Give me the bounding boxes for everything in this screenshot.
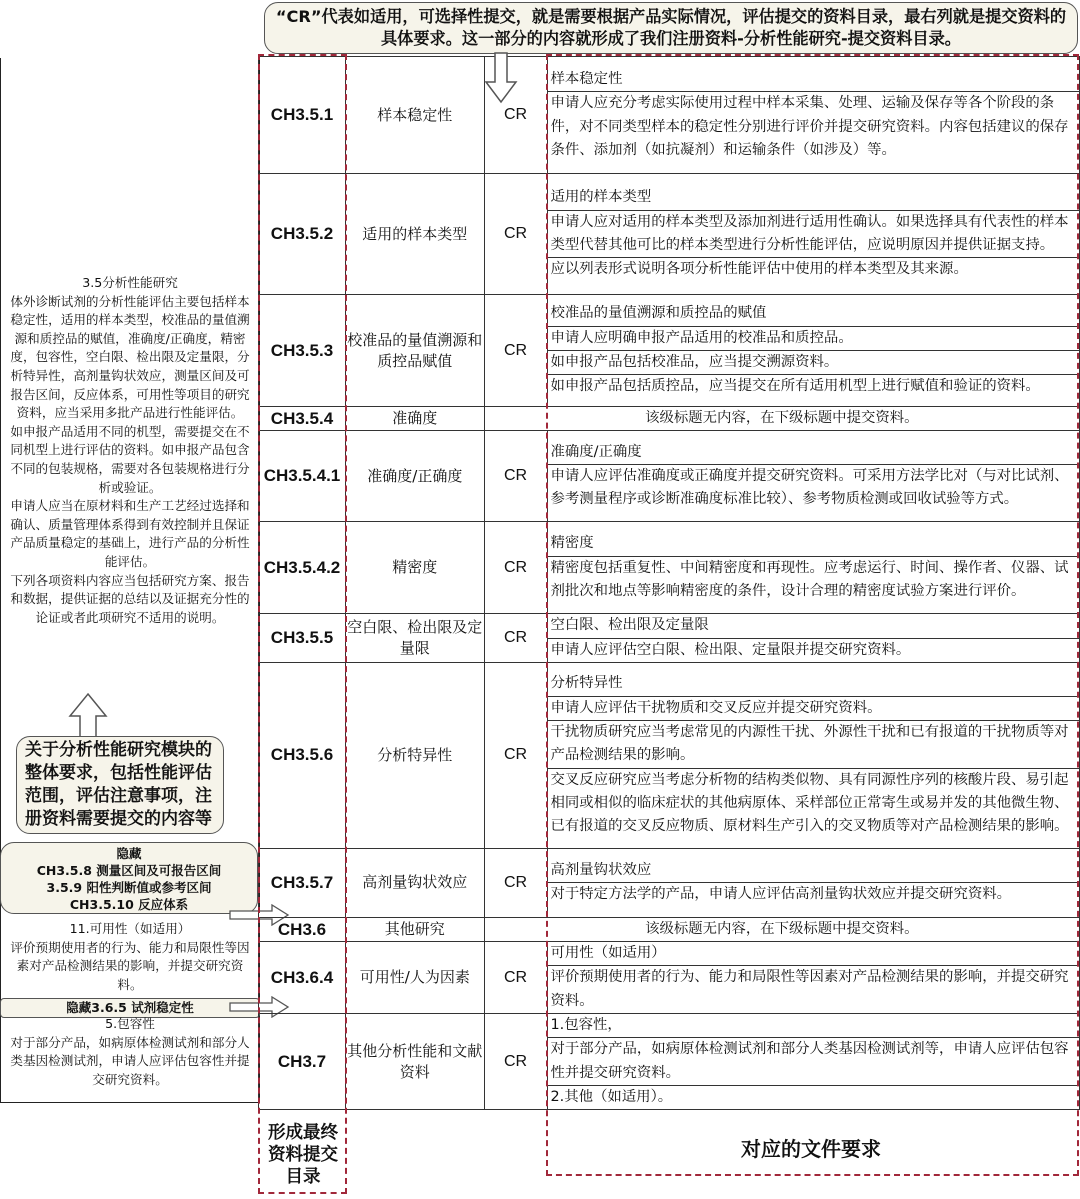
down-arrow-icon	[484, 52, 518, 104]
hidden-title: 隐藏	[116, 846, 142, 861]
hidden-line: CH3.5.10 反应体系	[69, 897, 189, 912]
section-code: CH3.5.4.1	[259, 431, 346, 522]
left-usability	[6, 920, 254, 994]
section-name: 高剂量钩状效应	[345, 848, 484, 917]
requirement-heading: 精密度	[548, 532, 1080, 556]
requirement-text: 申请人应评估干扰物质和交叉反应并提交研究资料。	[548, 697, 1080, 721]
requirement-text: 申请人应评估准确度或正确度并提交研究资料。可采用方法学比对（与对比试剂、参考测量程序或诊断准确度标准比较）、参考物质检测或回收试验等方式。	[550, 468, 1069, 508]
section-code: CH3.5.6	[259, 662, 346, 848]
requirement-text: 申请人应充分考虑实际使用过程中样本采集、处理、运输及保存等各个阶段的条件，对不同类型样本的稳定性分别进行评价并提交研究资料。内容包括建议的保存条件、添加剂（如抗凝剂）和运输条件（如涉及）等。	[550, 95, 1069, 158]
requirement-text: 对于部分产品，如病原体检测试剂和部分人类基因检测试剂等，申请人应评估包容性并提交研究资料。	[548, 1038, 1080, 1086]
cr-flag: CR	[484, 295, 547, 407]
requirement-note: 该级标题无内容，在下级标题中提交资料。	[484, 917, 1079, 941]
requirement-text: 交叉反应研究应当考虑分析物的结构类似物、具有同源性序列的核酸片段、易引起相同或相似的临床症状的其他病原体、采样部位正常寄生或易并发的其他微生物、已有报道的交叉反应物质、原材料生产引入的交叉物质等对产品检测结果的影响。	[550, 771, 1069, 835]
requirement-heading: 校准品的量值溯源和质控品的赋值	[548, 302, 1080, 326]
section-name: 分析特异性	[345, 662, 484, 848]
requirements-column-highlight	[546, 54, 1079, 1176]
cr-explanation-callout: “CR”代表如适用，可选择性提交，就是需要根据产品实际情况，评估提交的资料目录，最右列就是提交资料的具体要求。这一部分的内容就形成了我们注册资料-分析性能研究-提交资料目录。	[264, 2, 1078, 54]
cr-flag: CR	[484, 662, 547, 848]
requirement-text: 如申报产品包括校准品，应当提交溯源资料。	[548, 351, 1080, 375]
section-code: CH3.6	[259, 917, 346, 941]
section-name: 精密度	[345, 522, 484, 614]
cr-flag: CR	[484, 614, 547, 663]
requirement-text: 如申报产品包括质控品，应当提交在所有适用机型上进行赋值和验证的资料。	[550, 378, 1040, 395]
requirement-heading: 可用性（如适用）	[548, 942, 1080, 966]
cr-flag: CR	[484, 57, 547, 174]
catalog-column-highlight	[258, 54, 347, 1194]
section-name: 适用的样本类型	[345, 174, 484, 295]
requirement-heading: 空白限、检出限及定量限	[548, 614, 1080, 638]
catalog-label: 形成最终资料提交目录	[268, 1123, 338, 1187]
module-requirements-callout: 关于分析性能研究模块的整体要求，包括性能评估范围，评估注意事项，注册资料需要提交的内容等	[16, 736, 224, 834]
section-name: 准确度/正确度	[345, 431, 484, 522]
left-inclusivity	[6, 1015, 254, 1089]
up-arrow-icon	[68, 692, 108, 740]
section-name: 其他研究	[345, 917, 484, 941]
section-code: CH3.5.7	[259, 848, 346, 917]
requirement-text: 评价预期使用者的行为、能力和局限性等因素对产品检测结果的影响，并提交研究资料。	[550, 969, 1069, 1009]
section-code: CH3.5.3	[259, 295, 346, 407]
hidden-line: CH3.5.8 测量区间及可报告区间	[36, 863, 222, 878]
usability-title: 11.可用性（如适用）	[69, 921, 191, 936]
cr-flag: CR	[484, 942, 547, 1014]
hidden-single-box: 隐藏3.6.5 试剂稳定性	[0, 998, 260, 1018]
section-name: 样本稳定性	[345, 57, 484, 174]
cr-flag: CR	[484, 174, 547, 295]
section-code: CH3.5.1	[259, 57, 346, 174]
section-name: 空白限、检出限及定量限	[345, 614, 484, 663]
requirement-text: 2.其他（如适用）。	[550, 1088, 673, 1105]
requirement-text: 应以列表形式说明各项分析性能评估中使用的样本类型及其来源。	[550, 261, 968, 278]
requirement-heading: 分析特异性	[548, 672, 1080, 696]
left-section-3-5	[6, 274, 254, 627]
cr-flag: CR	[484, 431, 547, 522]
requirement-text: 干扰物质研究应当考虑常见的内源性干扰、外源性干扰和已有报道的干扰物质等对产品检测结果的影响。	[548, 721, 1080, 769]
paragraph: 如申报产品适用不同的机型，需要提交在不同机型上进行评估的资料。如申报产品包含不同的包装规格，需要对各包装规格进行分析或验证。	[10, 423, 250, 495]
section-name: 可用性/人为因素	[345, 942, 484, 1014]
requirement-heading: 准确度/正确度	[548, 441, 1080, 465]
section-code: CH3.5.4.2	[259, 522, 346, 614]
requirement-heading: 高剂量钩状效应	[548, 859, 1080, 883]
usability-text: 评价预期使用者的行为、能力和局限性等因素对产品检测结果的影响，并提交研究资料。	[10, 939, 250, 992]
hidden-line: 3.5.9 阳性判断值或参考区间	[46, 880, 212, 895]
cr-flag: CR	[484, 848, 547, 917]
hidden-items-box	[0, 842, 258, 914]
requirement-text: 申请人应对适用的样本类型及添加剂进行适用性确认。如果选择具有代表性的样本类型代替其他可比的样本类型进行分析性能评估，应说明原因并提供证据支持。	[548, 211, 1080, 259]
section-code: CH3.5.2	[259, 174, 346, 295]
section-code: CH3.5.4	[259, 407, 346, 431]
section-name: 校准品的量值溯源和质控品赋值	[345, 295, 484, 407]
inclusivity-title: 5.包容性	[105, 1016, 155, 1031]
requirement-text: 精密度包括重复性、中间精密度和再现性。应考虑运行、时间、操作者、仪器、试剂批次和地点等影响精密度的条件，设计合理的精密度试验方案进行评价。	[550, 559, 1069, 599]
paragraph: 体外诊断试剂的分析性能评估主要包括样本稳定性，适用的样本类型，校准品的量值溯源和质控品的赋值，准确度/正确度，精密度，包容性，空白限、检出限及定量限，分析特异性，高剂量钩状效应，测量区间及可报告区间，反应体系，可用性等项目的研究资料，应当采用多批产品进行性能评估。	[10, 293, 250, 421]
section-name: 准确度	[345, 407, 484, 431]
inclusivity-text: 对于部分产品，如病原体检测试剂和部分人类基因检测试剂，申请人应评估包容性并提交研究资料。	[10, 1034, 250, 1087]
cr-flag: CR	[484, 522, 547, 614]
section-title: 3.5分析性能研究	[82, 275, 178, 290]
cr-flag: CR	[484, 1014, 547, 1110]
requirement-heading: 样本稳定性	[548, 68, 1080, 92]
requirement-heading: 1.包容性，	[548, 1014, 1080, 1038]
section-code: CH3.6.4	[259, 942, 346, 1014]
requirement-note: 该级标题无内容，在下级标题中提交资料。	[484, 407, 1079, 431]
section-code: CH3.5.5	[259, 614, 346, 663]
section-code: CH3.7	[259, 1014, 346, 1110]
requirement-text: 申请人应评估空白限、检出限、定量限并提交研究资料。	[550, 641, 911, 658]
requirement-text: 对于特定方法学的产品，申请人应评估高剂量钩状效应并提交研究资料。	[550, 886, 1012, 903]
paragraph: 申请人应当在原材料和生产工艺经过选择和确认、质量管理体系得到有效控制并且保证产品质量稳定的基础上，进行产品的分析性能评估。	[10, 498, 250, 569]
section-name: 其他分析性能和文献资料	[345, 1014, 484, 1110]
requirement-text: 申请人应明确申报产品适用的校准品和质控品。	[548, 327, 1080, 351]
requirement-heading: 适用的样本类型	[548, 186, 1080, 210]
paragraph: 下列各项资料内容应当包括研究方案、报告和数据，提供证据的总结以及证据充分性的论证或者此项研究不适用的说明。	[10, 572, 250, 625]
requirements-label: 对应的文件要求	[741, 1137, 881, 1161]
